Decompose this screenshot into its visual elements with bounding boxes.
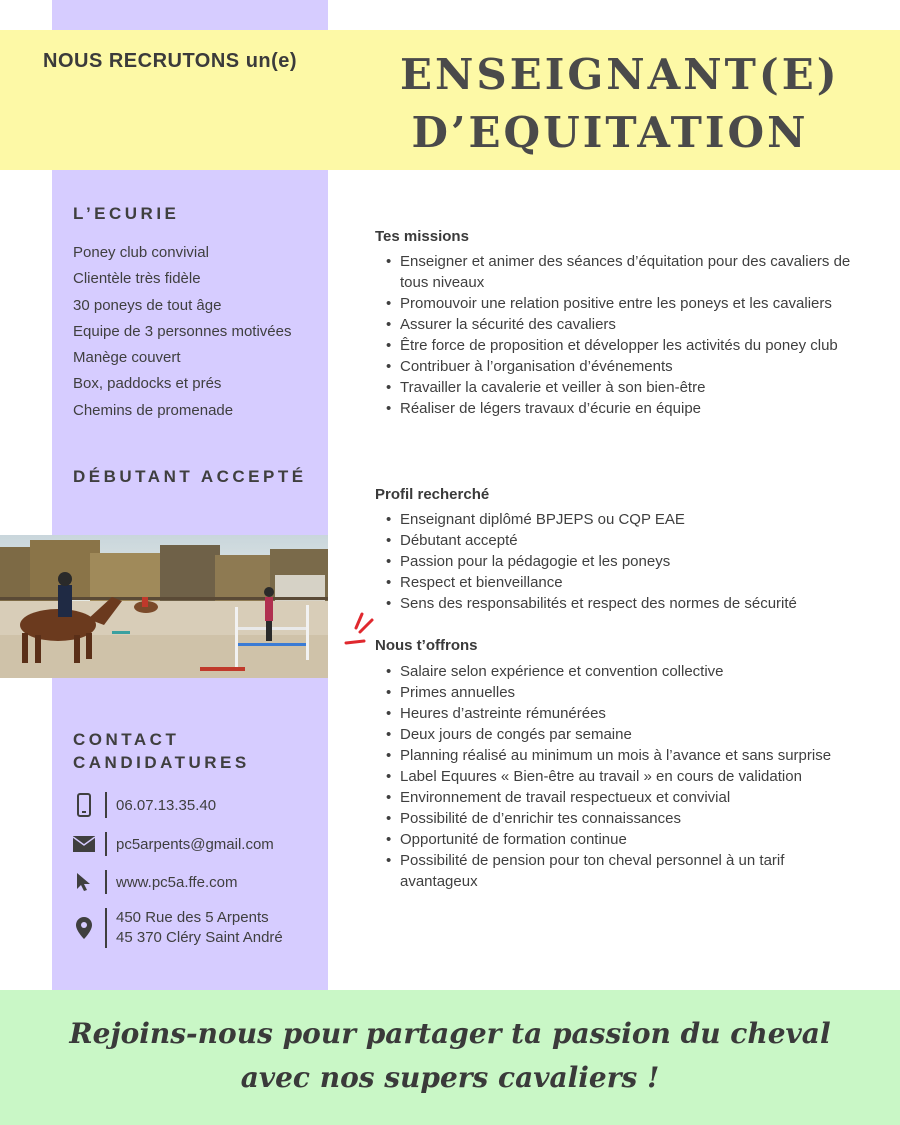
contact-website-row	[73, 870, 237, 894]
ecurie-list	[73, 240, 291, 424]
footer-line-1: Rejoins-nous pour partager ta passion du cheval	[69, 1017, 831, 1050]
list-item: • Planning réalisé au minimum un mois à l’avance et sans surprise	[385, 745, 855, 766]
list-item: • Opportunité de formation continue	[385, 829, 855, 850]
map-pin-icon	[73, 917, 95, 939]
list-item: Chemins de promenade	[73, 401, 234, 419]
debutant-heading: DÉBUTANT ACCEPTÉ	[73, 467, 307, 486]
offre-title: Nous t’offrons	[375, 637, 478, 654]
list-item: • Deux jours de congés par semaine	[385, 724, 855, 745]
divider	[105, 908, 107, 948]
list-item: • Passion pour la pédagogie et les poneys	[385, 551, 855, 572]
title-line-1: ENSEIGNANT(E)	[400, 50, 840, 99]
divider	[105, 832, 107, 856]
accent-mark-icon	[344, 610, 376, 653]
riding-arena-photo	[0, 535, 328, 678]
divider	[105, 792, 107, 818]
contact-heading-line-2: CANDIDATURES	[73, 753, 250, 772]
list-item: • Assurer la sécurité des cavaliers	[385, 314, 855, 335]
list-item: • Promouvoir une relation positive entre les poneys et les cavaliers	[385, 293, 855, 314]
list-item: • Label Equures « Bien-être au travail » en cours de validation	[385, 766, 855, 787]
missions-title: Tes missions	[375, 228, 469, 245]
email-address[interactable]: pc5arpents@gmail.com	[116, 835, 274, 853]
list-item: Box, paddocks et prés	[73, 375, 222, 393]
list-item: • Enseignant diplômé BPJEPS ou CQP EAE	[385, 509, 855, 530]
contact-phone-row	[73, 792, 216, 818]
list-item: • Environnement de travail respectueux et convivial	[385, 787, 855, 808]
list-item: Poney club convivial	[73, 244, 209, 261]
contact-heading	[73, 728, 250, 774]
list-item: 30 poneys de tout âge	[73, 296, 222, 314]
footer-slogan	[50, 1012, 850, 1100]
website-link[interactable]: www.pc5a.ffe.com	[116, 873, 238, 891]
contact-heading-line-1: CONTACT	[73, 730, 180, 749]
list-item: • Être force de proposition et développer les activités du poney club	[385, 335, 855, 356]
footer-line-2: avec nos supers cavaliers !	[240, 1061, 660, 1094]
profil-list	[385, 509, 855, 614]
list-item: • Heures d’astreinte rémunérées	[385, 703, 855, 724]
list-item: • Possibilité de pension pour ton cheval personnel à un tarif avantageux	[385, 850, 855, 892]
list-item: • Travailler la cavalerie et veiller à son bien-être	[385, 377, 855, 398]
cursor-icon	[73, 871, 95, 893]
list-item: • Enseigner et animer des séances d’équitation pour des cavaliers de tous niveaux	[385, 251, 855, 293]
list-item: • Réaliser de légers travaux d’écurie en équipe	[385, 398, 855, 419]
missions-list	[385, 251, 855, 419]
list-item: Manège couvert	[73, 349, 181, 367]
address	[116, 908, 283, 948]
list-item: • Sens des responsabilités et respect des normes de sécurité	[385, 593, 855, 614]
phone-icon	[73, 794, 95, 816]
address-line-1: 450 Rue des 5 Arpents	[116, 909, 269, 926]
list-item: • Possibilité de d’enrichir tes connaissances	[385, 808, 855, 829]
list-item: • Contribuer à l’organisation d’événements	[385, 356, 855, 377]
list-item: Clientèle très fidèle	[73, 270, 201, 288]
contact-email-row	[73, 832, 274, 856]
divider	[105, 870, 107, 894]
list-item: • Primes annuelles	[385, 682, 855, 703]
list-item: • Salaire selon expérience et convention collective	[385, 661, 855, 682]
list-item: • Respect et bienveillance	[385, 572, 855, 593]
envelope-icon	[73, 833, 95, 855]
contact-address-row	[73, 908, 283, 948]
phone-number[interactable]: 06.07.13.35.40	[116, 796, 217, 814]
list-item: • Débutant accepté	[385, 530, 855, 551]
offre-list	[385, 661, 855, 892]
profil-title: Profil recherché	[375, 486, 490, 503]
ecurie-heading: L’ECURIE	[73, 204, 180, 223]
page-title	[400, 46, 840, 162]
title-line-2: D’EQUITATION	[411, 108, 809, 157]
list-item: Equipe de 3 personnes motivées	[73, 322, 292, 340]
address-line-2: 45 370 Cléry Saint André	[116, 929, 283, 946]
recruit-label: NOUS RECRUTONS un(e)	[43, 50, 298, 72]
